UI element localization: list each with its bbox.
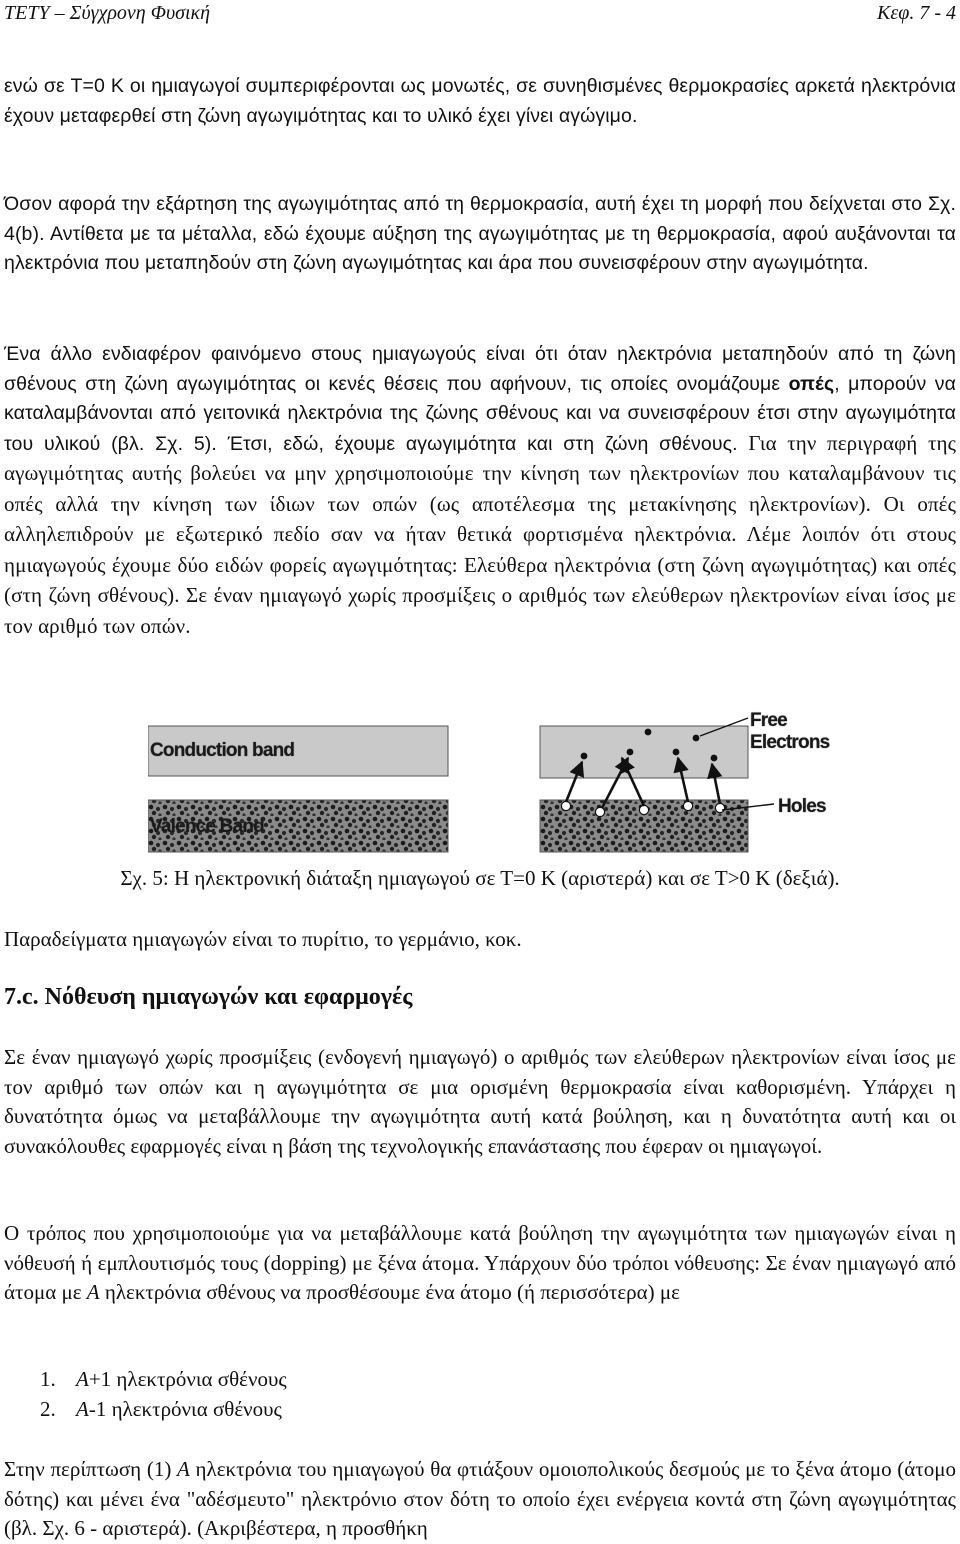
doping-text-end: ηλεκτρόνια σθένους να προσθέσουμε ένα άτομο (ή περισσότερα) με xyxy=(99,1280,680,1304)
holes-label: Holes xyxy=(778,796,826,817)
free-electron xyxy=(645,729,652,736)
header-chapter: Κεφ. 7 - 4 xyxy=(877,2,956,24)
donor-text-end: ηλεκτρόνια του ημιαγωγού θα φτιάξουν ομοιοπολικούς δεσμούς με το ξένα άτομο (άτομο δότης) και μένει ένα "αδέσμευτο" ηλεκτρόνιο στον δότη το οποίο έχει ενέργεια κοντά στη ζώνη αγωγιμότητας (βλ. Σχ. 6 - αριστερά). (Ακριβέστερα, η προσθήκη xyxy=(4,1457,956,1540)
free-electron xyxy=(711,755,718,762)
list-number: 2. xyxy=(40,1397,56,1421)
paragraph-intro: ενώ σε Τ=0 Κ οι ημιαγωγοί συμπεριφέρονται ως μονωτές, σε συνηθισμένες θερμοκρασίες αρκετά ηλεκτρόνια έχουν μεταφερθεί στη ζώνη αγωγιμότητας και το υλικό έχει γίνει αγώγιμο. xyxy=(4,75,956,127)
paragraph-temperature: Όσον αφορά την εξάρτηση της αγωγιμότητας από τη θερμοκρασία, αυτή έχει τη μορφή που δείχνεται στο Σχ. 4(b). Αντίθετα με τα μέταλλα, εδώ έχουμε αύξηση της αγωγιμότητας με τη θερμοκρασία, αφού αυξάνονται τα ηλεκτρόνια που μεταπηδούν στη ζώνη αγωγιμότητας και άρα που συνεισφέρουν στην αγωγιμότητα. xyxy=(4,193,956,274)
free-electron xyxy=(627,749,634,756)
holes-term: οπές xyxy=(788,372,835,395)
list-var: Α xyxy=(76,1367,89,1391)
paragraph-donor xyxy=(4,1455,956,1544)
hole xyxy=(683,801,692,810)
conduction-band-right xyxy=(540,726,748,778)
free-electron xyxy=(581,753,588,760)
doping-var-a: Α xyxy=(86,1280,100,1304)
page-header xyxy=(4,2,956,26)
holes-text-start: Ένα άλλο ενδιαφέρον φαινόμενο στους ημιαγωγούς είναι ότι όταν ηλεκτρόνια μεταπηδούν από τη ζώνη σθένους στη ζώνη αγωγιμότητας οι κενές θέσεις που αφήνουν, τις οποίες ονομάζουμε xyxy=(4,343,956,395)
band-diagram-figure xyxy=(148,708,838,854)
valence-band-label: Valence Band xyxy=(150,816,264,837)
doping-text-start: Ο τρόπος που χρησιμοποιούμε για να μεταβάλλουμε κατά βούληση την αγωγιμότητα των ημιαγωγών είναι η νόθευσή ή εμπλουτισμός τους (dopping) με ξένα άτομα. Υπάρχουν δύο τρόποι νόθευσης: Σε έναν ημιαγωγό από άτομα με xyxy=(4,1221,956,1304)
holes-text-end: Για την περιγραφή της αγωγιμότητας αυτής βολεύει να μην χρησιμοποιούμε την κίνηση των ηλεκτρονίων που καταλαμβάνουν τις οπές αλλά την κίνηση των ίδιων των οπών (ως αποτέλεσμα της μετακίνησης ηλεκτρονίων). Οι οπές αλληλεπιδρούν με εξωτερικό πεδίο σαν να ήταν θετικά φορτισμένα ηλεκτρόνια. Λέμε λοιπόν ότι στους ημιαγωγούς έχουμε δύο ειδών φορείς αγωγιμότητας: Ελεύθερα ηλεκτρόνια (στη ζώνη αγωγιμότητας) και οπές (στη ζώνη σθένους). Σε έναν ημιαγωγό χωρίς προσμίξεις ο αριθμός των ελεύθερων ηλεκτρονίων είναι ίσος με τον αριθμό των οπών. xyxy=(4,430,956,638)
list-item-2 xyxy=(40,1397,282,1422)
list-number: 1. xyxy=(40,1367,56,1391)
section-heading: 7.c. Νόθευση ημιαγωγών και εφαρμογές xyxy=(4,984,413,1010)
paragraph-holes xyxy=(4,340,956,642)
hole xyxy=(595,807,604,816)
list-text: +1 ηλεκτρόνια σθένους xyxy=(88,1367,287,1391)
donor-var-a: Α xyxy=(177,1457,190,1481)
donor-text-start: Στην περίπτωση (1) xyxy=(4,1457,178,1481)
list-item-1 xyxy=(40,1367,287,1392)
free-electrons-label: Free Electrons xyxy=(750,710,830,753)
free-electron xyxy=(673,749,680,756)
figure-caption: Σχ. 5: Η ηλεκτρονική διάταξη ημιαγωγού σε Τ=0 Κ (αριστερά) και σε Τ>0 Κ (δεξιά). xyxy=(120,866,840,890)
conduction-band-label: Conduction band xyxy=(150,740,295,761)
list-text: -1 ηλεκτρόνια σθένους xyxy=(88,1397,282,1421)
paragraph-examples: Παραδείγματα ημιαγωγών είναι το πυρίτιο, το γερμάνιο, κοκ. xyxy=(4,927,522,951)
hole xyxy=(561,801,570,810)
free-electron xyxy=(693,735,700,742)
hole xyxy=(715,803,724,812)
header-title: ΤΕΤΥ – Σύγχρονη Φυσική xyxy=(4,2,211,24)
holes-text-mid: , μπορούν να καταλαμβάνονται από γειτονικά ηλεκτρόνια της ζώνης σθένους και να συνεισφέρουν έτσι στην αγωγιμότητα του υλικού (βλ. Σχ. 5). Έτσι, εδώ, έχουμε αγωγιμότητα και στη ζώνη σθένους. xyxy=(4,372,957,455)
hole xyxy=(639,805,648,814)
paragraph-doping xyxy=(4,1219,956,1308)
paragraph-intrinsic: Σε έναν ημιαγωγό χωρίς προσμίξεις (ενδογενή ημιαγωγό) ο αριθμός των ελεύθερων ηλεκτρονίων είναι ίσος με τον αριθμό των οπών και η αγωγιμότητα σε μια ορισμένη θερμοκρασία είναι καθορισμένη. Υπάρχει η δυνατότητα όμως να μεταβάλλουμε την αγωγιμότητα αυτή κατά βούληση, και η δυνατότητα αυτή και οι συνακόλουθες εφαρμογές είναι η βάση της τεχνολογικής επανάστασης που έφεραν οι ημιαγωγοί. xyxy=(4,1045,956,1158)
list-var: Α xyxy=(76,1397,89,1421)
